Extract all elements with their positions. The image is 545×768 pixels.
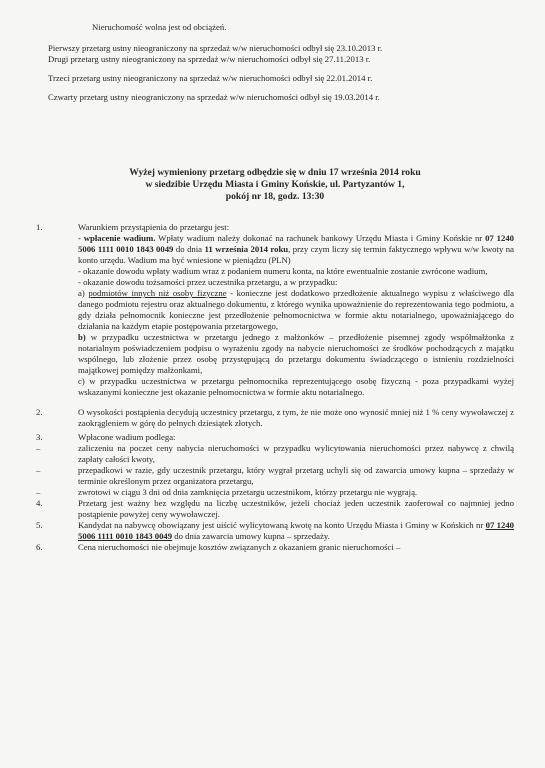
heading-line-room: pokój nr 18, godz. 13:30 (225, 191, 325, 202)
item-number: 3. (36, 432, 43, 442)
intro-section (48, 22, 518, 103)
subpoint-b: b) w przypadku uczestnictwa w przetargu jednego z małżonków – przedłożenie pisemnej zgody współmałżonka z notarialnym poświadczeniem podpisu o wyrażeniu zgody na nabycie nieruchomości ze środków pochodzących z majątku wspólnego, lub złożenie przez osobę przystępującą do przetargu dokumentu świadczącego o istnieniu rozdzielności majątkowej pomiędzy małżonkami, (78, 332, 514, 375)
wadium-paragraph: - wpłacenie wadium. Wpłaty wadium należy dokonać na rachunek bankowy Urzędu Miasta i Gminy Końskie nr 07 1240 5006 1111 0010 1843 0049 do dnia 11 września 2014 roku, przy czym liczy się termin faktycznego wpływu w/w kwoty na konto urzędu. Wadium ma być wniesione w pieniądzu (PLN) (78, 233, 515, 265)
subpoint-a: a) podmiotów innych niż osoby fizyczne - konieczne jest dodatkowo przedłożenie aktualnego wypisu z właściwego dla danego podmiotu rejestru oraz aktualnego dokumentu, z którego wynika upoważnienie do reprezentowania tego podmiotu, a gdy działa pełnomocnik konieczne jest przedłożenie pełnomocnictwa w formie aktu notarialnego, upoważniającego do działania na każdym etapie postępowania przetargowego, (78, 288, 514, 331)
item-text: O wysokości postąpienia decydują uczestnicy przetargu, z tym, że nie może ono wynosić mniej niż 1 % ceny wywoławczej z zaokrągleniem w górę do pełnych dziesiątek złotych. (78, 407, 514, 428)
list-item (36, 520, 514, 542)
subpoint-c: c) w przypadku uczestnictwa w przetargu pełnomocnika reprezentującego osobę fizyczną - poza przypadkami wyżej wskazanymi konieczne jest okazanie pełnomocnictwa w formie aktu notarialnego. (78, 376, 514, 397)
conditions-list (36, 222, 514, 553)
identity-paragraph: - okazanie dowodu tożsamości przez uczestnika przetargu, a w przypadku: (78, 277, 338, 287)
item-text: Przetarg jest ważny bez względu na liczbę uczestników, jeżeli chociaż jeden uczestnik zaoferował co najmniej jedno postąpienie powyżej ceny wywoławczej. (78, 498, 514, 519)
item-text: Cena nieruchomości nie obejmuje kosztów związanych z okazaniem granic nieruchomości – (78, 542, 401, 552)
item-number: 5. (36, 520, 43, 530)
third-auction-note: Trzeci przetarg ustny nieograniczony na sprzedaż w/w nieruchomości odbył się 22.01.2014 r. (48, 73, 373, 83)
item-number: 6. (36, 542, 43, 552)
proof-paragraph: - okazanie dowodu wpłaty wadium wraz z podaniem numeru konta, na które ewentualnie zostanie zwrócone wadium, (78, 266, 488, 276)
item-text: przepadkowi w razie, gdy uczestnik przetargu, który wygrał przetarg uchyli się od zawarcia umowy kupna – sprzedaży w terminie określonym przez organizatora przetargu, (78, 465, 514, 486)
subpoint-a-underlined: podmiotów innych niż osoby fizyczne (88, 288, 227, 298)
item-text: Kandydat na nabywcę obowiązany jest uiścić wylicytowaną kwotę na konto Urzędu Miasta i Gminy w Końskich nr 07 1240 5006 1111 0010 1843 0049 do dnia zawarcia umowy kupna – sprzedaży. (78, 520, 515, 541)
dash-marker: – (36, 465, 41, 475)
dash-item (36, 487, 514, 498)
first-auction-note: Pierwszy przetarg ustny nieograniczony na sprzedaż w/w nieruchomości odbył się 23.10.2013 r. (48, 43, 383, 53)
auction-heading (70, 167, 480, 203)
item-text: Wpłacone wadium podlega: (78, 432, 176, 442)
dash-item (36, 443, 514, 465)
item-text: zwrotowi w ciągu 3 dni od dnia zamknięcia przetargu uczestnikom, którzy przetargu nie wygrają. (78, 487, 418, 497)
item-text: zaliczeniu na poczet ceny nabycia nieruchomości w przypadku wylicytowania nieruchomości przez nabywcę z chwilą zapłaty całości kwoty, (78, 443, 514, 464)
heading-line-location: w siedzibie Urzędu Miasta i Gminy Końskie, ul. Partyzantów 1, (145, 179, 405, 190)
encumbrance-note: Nieruchomość wolna jest od obciążeń. (92, 22, 227, 32)
heading-line-date: Wyżej wymieniony przetarg odbędzie się w dniu 17 września 2014 roku (129, 167, 421, 178)
list-item (36, 222, 514, 398)
item-intro: Warunkiem przystąpienia do przetargu jest: (78, 222, 230, 232)
list-item (36, 432, 514, 443)
wadium-deadline: 11 września 2014 roku (204, 244, 289, 254)
bank-account-number: 07 1240 5006 1111 0010 1843 0049 (78, 233, 515, 254)
dash-marker: – (36, 443, 41, 453)
item-number: 4. (36, 498, 43, 508)
list-item (36, 542, 514, 553)
list-item (36, 498, 514, 520)
dash-marker: – (36, 487, 41, 497)
second-auction-note: Drugi przetarg ustny nieograniczony na sprzedaż w/w nieruchomości odbył się 27.11.2013 r. (48, 54, 371, 64)
dash-item (36, 465, 514, 487)
fourth-auction-note: Czwarty przetarg ustny nieograniczony na sprzedaż w/w nieruchomości odbył się 19.03.2014 r. (48, 92, 380, 102)
list-item (36, 407, 514, 429)
item-number: 2. (36, 407, 43, 417)
wadium-label: - wpłacenie wadium. (78, 233, 156, 243)
bank-account-number: 07 1240 5006 1111 0010 1843 0049 (78, 520, 515, 541)
item-number: 1. (36, 222, 43, 232)
